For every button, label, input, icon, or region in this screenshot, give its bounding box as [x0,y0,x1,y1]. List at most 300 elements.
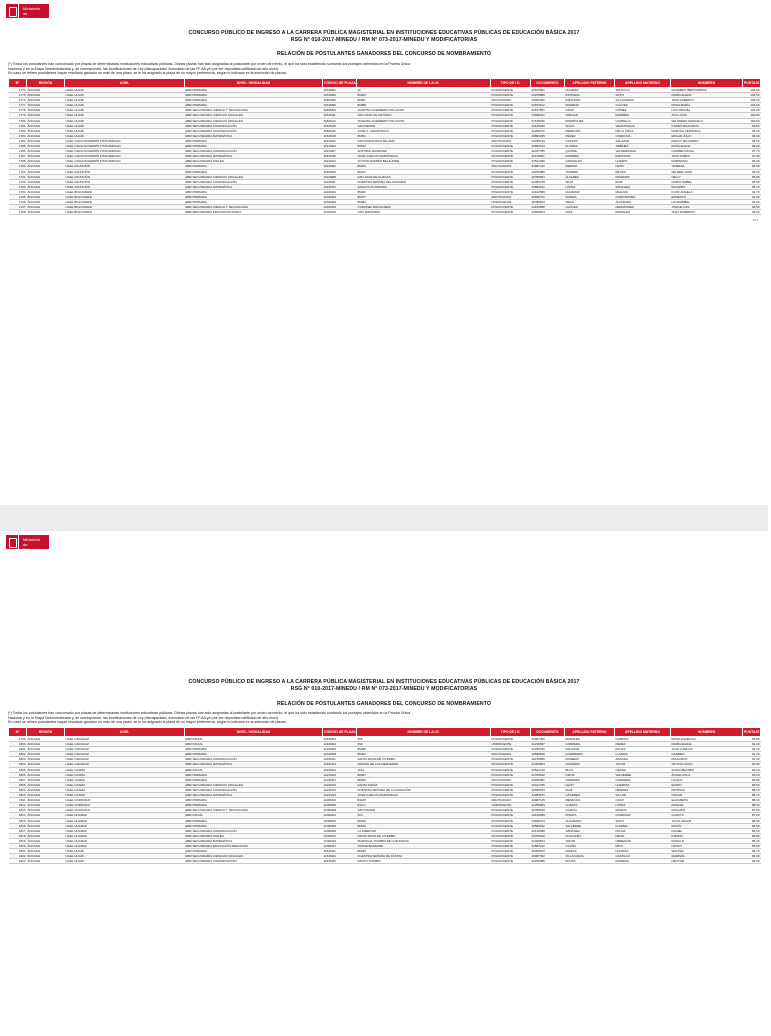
table-cell: 423 [357,813,491,818]
table-cell: POLIDOCENTE [491,828,531,833]
table-cell: POLIDOCENTE [491,833,531,838]
table-cell: ORTIZ [565,772,615,777]
table-cell: 44521478 [531,767,565,772]
doc-section-title: RELACIÓN DE POSTULANTES GANADORES DEL CONCURSO DE NOMBRAMIENTO [276,51,492,57]
table-cell: 104.50 [743,93,761,98]
table-cell: PAREDES [565,777,615,782]
table-cell: 96.50 [743,164,761,169]
table-cell: RÍOS [615,843,671,848]
table-cell: 1210M01 [323,737,357,742]
table-cell: 1154M03 [323,93,357,98]
table-cell: 89.10 [743,787,761,792]
peru-shield-icon [6,4,18,18]
note-line: Nacional y en la Etapa Descentralizada y, de corresponder, las bonificaciones de Ley (discapacidad, licenciado de las FF.AA y/o por ser deportista calificado de alto nivel). [8,715,279,720]
table-cell: UGEL HUARI [65,123,185,128]
page-separator [0,505,768,531]
column-header: NOMBRES [671,79,743,88]
table-cell: 90.60 [743,767,761,772]
table-cell: JOSÉ CARLOS MARIÁTEGUI [357,154,491,159]
column-header: NOMBRE DE LA I.E. [357,728,491,737]
table-cell: NANCY [671,843,743,848]
logo-line2: de Educación [23,11,42,21]
table-cell: 1194M08 [323,174,357,179]
table-cell: 1810 [9,793,27,798]
table-cell: 1191M12 [323,159,357,164]
table-cell: 42789630 [531,808,565,813]
column-header: N° [9,728,27,737]
table-cell: 1194M05 [323,169,357,174]
table-cell: 1191M07 [323,149,357,154]
table-cell: EBR SECUNDARIA MATEMÁTICA [185,838,323,843]
table-cell: ANTONIO RAIMONDI [357,149,491,154]
table-cell: POLIDOCENTE [491,128,531,133]
table-cell: EBR PRIMARIA [185,103,323,108]
table-cell: 44369871 [531,793,565,798]
table-cell: RIVERA [565,194,615,199]
table-cell: EBR INICIAL [185,813,323,818]
table-cell: MENDOZA [565,128,615,133]
table-cell: 1240M17 [323,843,357,848]
table-cell: 1821 [9,849,27,854]
note-line: (*) Todos los postulantes han concursado por plazas de determinadas instituciones educativas públicas. Dichas plazas han sido asignadas al postulante por orden de mérito, el que ha sido establecido sumando los puntajes obtenidos en la Prueba Única [8,711,411,715]
table-cell: 1180M16 [323,128,357,133]
table-cell: 90.20 [743,772,761,777]
table-cell: ÁNCASH [27,194,65,199]
table-cell: MARÍA ELENA [671,742,743,747]
table-cell: FLOR ÁNGELA [671,189,743,194]
table-cell: POLIDOCENTE [491,823,531,828]
table-cell: 43569874 [531,210,565,215]
table-cell: EBR SECUNDARIA COMUNICACIÓN [185,757,323,762]
table-cell: POLIDOCENTE [491,747,531,752]
table-cell: VÍCTOR HUGO [671,762,743,767]
table-cell: LEÓN [565,782,615,787]
table-cell: 42987456 [531,737,565,742]
document-page-2 [0,531,771,1036]
table-cell: JUAN PABLO [671,154,743,159]
table-cell: ÁNCASH [27,813,65,818]
table-cell: 44789632 [531,833,565,838]
table-cell: ÁNCASH [27,833,65,838]
table-cell: OCAÑA [565,843,615,848]
table-cell: MULTIGRADO [491,164,531,169]
table-cell: POLIDOCENTE [491,767,531,772]
table-cell: POLIDOCENTE [491,103,531,108]
table-cell: 87.60 [743,808,761,813]
table-cell: EBR PRIMARIA [185,169,323,174]
table-cell: 93.20 [743,210,761,215]
table-cell: MULTIGRADO [491,798,531,803]
table-cell: 41578236 [531,118,565,123]
table-cell: EBR SECUNDARIA CIENCIA Y TECNOLOGÍA [185,108,323,113]
table-cell: RAMÍREZ [565,154,615,159]
table-cell: UGEL HUARI [65,88,185,93]
table-cell: UGEL CASMA [65,772,185,777]
table-cell: GARCÍA [565,808,615,813]
note-line: (*) Todos los postulantes han concursado por plazas de determinadas instituciones educativas públicas. Dichas plazas han sido asignadas al postulante por orden de mérito, el que ha sido establecido sumando los puntajes obtenidos en la Prueba Única [8,62,411,66]
document-page-1 [0,0,771,505]
column-header: UGEL [65,79,185,88]
table-cell: CÓRDOVA [615,133,671,138]
column-header: APELLIDO PATERNO [565,79,615,88]
table-cell: WILMER JUAN [671,169,743,174]
table-cell: RUIZ [565,787,615,792]
table-cell: EBR SECUNDARIA MATEMÁTICA [185,154,323,159]
table-cell: EBR SECUNDARIA EDUCACIÓN FÍSICA [185,210,323,215]
table-cell: PÉREZ [565,133,615,138]
table-cell: SOTO [615,93,671,98]
table-cell: 86362 [357,189,491,194]
table-cell: ÁNCASH [27,798,65,803]
table-cell: 40589632 [531,823,565,828]
table-cell: POLIDOCENTE [491,757,531,762]
table-cell: ROSA ANGÉLICA [671,737,743,742]
table-cell: POLIDOCENTE [491,154,531,159]
column-header: APELLIDO MATERNO [615,728,671,737]
table-cell: UGEL ASUNCIÓN [65,164,185,169]
table-cell: 40517851 [531,108,565,113]
table-cell: EBR SECUNDARIA CIENCIA Y TECNOLOGÍA [185,808,323,813]
table-cell: UGEL CARLOS FERMÍN FITZCARRALD [65,138,185,143]
table-cell: 98.20 [743,144,761,149]
table-cell: SÁNCHEZ [615,184,671,189]
table-cell: GLADYS [671,813,743,818]
table-cell: MANUEL [671,803,743,808]
table-cell: CÓRDOVA [615,813,671,818]
table-cell: SAN JUAN DE CHACAS [357,174,491,179]
table-cell: SÁNCHEZ [565,828,615,833]
table-cell: 40698523 [531,787,565,792]
table-cell: MARTHA VERÓNICA [671,128,743,133]
table-cell: UGEL BOLOGNESI [65,189,185,194]
table-cell: 1194M11 [323,179,357,184]
table-cell: 1154M05 [323,103,357,108]
table-cell: MARISOL [671,854,743,859]
table-cell: 1191M01 [323,138,357,143]
table-cell: AMAUTA ATUSPARIA [357,184,491,189]
table-cell: 369 [357,742,491,747]
table-cell: UGEL ASUNCIÓN [65,169,185,174]
table-cell: PERCY WILFREDO [671,138,743,143]
table-cell: ÁNCASH [27,123,65,128]
table-cell: 40236985 [531,169,565,174]
table-cell: ELIZABETH [671,798,743,803]
table-cell: FLORES [615,823,671,828]
table-cell: 1221M10 [323,782,357,787]
table-cell: 85.80 [743,833,761,838]
column-header: APELLIDO MATERNO [615,79,671,88]
table-cell: EBR PRIMARIA [185,823,323,828]
table-cell: 86.90 [743,818,761,823]
table-cell: ALEX ROBERTO [671,210,743,215]
table-cell: 84117 [357,803,491,808]
table-cell: RAMÍREZ [615,113,671,118]
table-cell: CAMPOS [615,737,671,742]
table-cell: UGEL HUARI [65,859,185,864]
results-table [8,727,771,864]
table-cell: 43698014 [531,818,565,823]
table-cell: ÁNCASH [27,118,65,123]
table-cell: 99.40 [743,128,761,133]
table-cell: GAMARRA [615,777,671,782]
table-cell: 1191M04 [323,144,357,149]
table-cell: JORGE BASADRE [357,843,491,848]
table-cell: 1783 [9,133,27,138]
table-cell: 44521036 [531,159,565,164]
table-cell: 1780 [9,118,27,123]
table-cell: UGEL HUARI [65,113,185,118]
table-cell: 1201M06 [323,200,357,205]
table-cell: ÁNCASH [27,210,65,215]
table-cell: EBR SECUNDARIA INGLÉS [185,833,323,838]
table-cell: VICENTE GUERRERO PALACIOS [357,108,491,113]
table-cell: UGEL CARHUAZ [65,752,185,757]
table-cell: 96.90 [743,159,761,164]
table-cell: LILIANA [671,777,743,782]
table-cell: ÁNCASH [27,752,65,757]
table-cell: UGEL CARLOS FERMÍN FITZCARRALD [65,159,185,164]
table-cell: 43987412 [531,164,565,169]
table-cell: VIRGEN DE LAS MERCEDES [357,762,491,767]
table-cell: 86203 [357,164,491,169]
table-cell: LEÓN [615,164,671,169]
column-header: APELLIDO PATERNO [565,728,615,737]
table-cell: ÁNCASH [27,849,65,854]
table-cell: UGEL CORONGO [65,803,185,808]
table-cell: 1201M09 [323,205,357,210]
table-cell: MORALES [565,737,615,742]
logo-line1: Ministerio [23,537,41,542]
table-cell: EBR SECUNDARIA INGLÉS [185,159,323,164]
table-cell: 43698520 [531,752,565,757]
table-cell: 86.50 [743,823,761,828]
table-cell: ÁNCASH [27,98,65,103]
table-cell: POLIDOCENTE [491,184,531,189]
table-cell: ÁNCASH [27,777,65,782]
table-cell: EBR SECUNDARIA MATEMÁTICA [185,133,323,138]
table-cell: RUIZ [615,179,671,184]
table-cell: 100.80 [743,113,761,118]
table-cell: ÁNCASH [27,189,65,194]
table-cell: 42298741 [531,128,565,133]
table-cell: ÁNCASH [27,772,65,777]
table-cell: 41236587 [531,742,565,747]
table-cell: 12 [357,88,491,93]
table-cell: LÓPEZ [565,184,615,189]
table-cell: 1201M12 [323,210,357,215]
table-cell: CÁCERES [565,793,615,798]
table-cell: 1812 [9,803,27,808]
table-cell: 93.50 [743,205,761,210]
table-cell: 41258963 [531,803,565,808]
table-cell: 1221M15 [323,793,357,798]
table-cell: SONIA BEATRIZ [671,767,743,772]
table-cell: 102.60 [743,103,761,108]
table-cell: 40789523 [531,200,565,205]
table-cell: CARMEN ROSA [671,149,743,154]
table-cell: ÁNCASH [27,808,65,813]
table-cell: EBR PRIMARIA [185,818,323,823]
table-cell: ÁNCASH [27,93,65,98]
table-cell: 1808 [9,782,27,787]
table-cell: 1779 [9,113,27,118]
table-cell: EBR PRIMARIA [185,849,323,854]
table-cell: UGEL CORONGO [65,798,185,803]
table-cell: 1809 [9,787,27,792]
table-cell: QUISPE [565,149,615,154]
table-cell: 1240M01 [323,813,357,818]
table-cell: UGEL CARLOS FERMÍN FITZCARRALD [65,149,185,154]
table-cell: TRUJILLO [615,88,671,93]
table-cell: DÍAZ [565,210,615,215]
table-cell: 42369870 [531,849,565,854]
table-cell: UNIDOCENTE [491,803,531,808]
table-cell: UNIDOCENTE [491,742,531,747]
table-cell: ÁNCASH [27,164,65,169]
table-cell: 1784 [9,138,27,143]
table-cell: 42014785 [531,782,565,787]
table-cell: UGEL CARHUAZ [65,747,185,752]
column-header: TIPO DE I.E. [491,728,531,737]
table-cell: 1230M02 [323,798,357,803]
table-cell: 91.30 [743,757,761,762]
table-cell: 86051 [357,133,491,138]
table-cell: 1801 [9,747,27,752]
minedu-logo [6,4,49,21]
table-cell: SOLÍS [565,123,615,128]
table-cell: NUESTRA SEÑORA DE LA ASUNCIÓN [357,787,491,792]
column-header: CÓDIGO DE PLAZA [323,79,357,88]
table-cell: JULIO CÉSAR [671,818,743,823]
table-cell: ÁNCASH [27,828,65,833]
table-cell: ÁNCASH [27,184,65,189]
results-table [8,78,771,215]
table-cell: 99.80 [743,123,761,128]
table-cell: 44785236 [531,747,565,752]
table-cell: UGEL HUARI [65,98,185,103]
table-cell: 90.90 [743,762,761,767]
table-cell: HUAMÁN [615,849,671,854]
table-cell: ROJAS [615,747,671,752]
notes [8,62,760,76]
table-cell: EBR SECUNDARIA COMUNICACIÓN [185,859,323,864]
table-cell: ÁNCASH [27,762,65,767]
table-cell: 1221M01 [323,767,357,772]
table-cell: POLIDOCENTE [491,849,531,854]
table-cell: ÁNCASH [27,823,65,828]
table-cell: POLIDOCENTE [491,174,531,179]
table-cell: 42165891 [531,88,565,93]
table-cell: UGEL ASUNCIÓN [65,179,185,184]
table-cell: KAREN MILAGROS [671,123,743,128]
table-cell: EBR INICIAL [185,737,323,742]
table-cell: POLIDOCENTE [491,787,531,792]
table-cell: 1782 [9,128,27,133]
table-cell: UGEL BOLOGNESI [65,200,185,205]
table-cell: 1788 [9,159,27,164]
table-cell: 1194M13 [323,184,357,189]
table-cell: EBR INICIAL [185,742,323,747]
table-cell: POLIDOCENTE [491,818,531,823]
table-cell: ÁNCASH [27,138,65,143]
table-cell: ROCÍO [671,823,743,828]
table-cell: 88.30 [743,798,761,803]
table-cell: 1180M02 [323,98,357,103]
table-cell: 1240M04 [323,818,357,823]
table-cell: 1792 [9,179,27,184]
table-cell: EBR PRIMARIA [185,98,323,103]
table-cell: 86063 [357,93,491,98]
table-cell: FERNÁNDEZ [615,205,671,210]
doc-subtitle: RSG N° 010-2017-MINEDU / RM N° 073-2017-MINEDU Y MODIFICATORIAS [290,37,478,43]
table-cell: ÁNCASH [27,737,65,742]
table-cell: EBR PRIMARIA [185,88,323,93]
table-cell: EBR SECUNDARIA CIENCIA Y TECNOLOGÍA [185,205,323,210]
table-cell: EBR SECUNDARIA CIENCIAS SOCIALES [185,113,323,118]
table-cell: 42369854 [531,762,565,767]
table-cell: UGEL CASMA [65,793,185,798]
table-cell: CORONEL BOLOGNESI [357,205,491,210]
table-cell: MULTIGRADO [491,138,531,143]
table-cell: 95.80 [743,174,761,179]
table-cell: JUAN CARLOS [671,747,743,752]
table-cell: 105.90 [743,88,761,93]
table-cell: EBR SECUNDARIA CIENCIAS SOCIALES [185,782,323,787]
table-cell: UGEL HUARI [65,133,185,138]
table-cell: 1614 [357,767,491,772]
table-cell: ÁNCASH [27,200,65,205]
table-cell: POLIDOCENTE [491,838,531,843]
table-cell: 43587412 [531,843,565,848]
table-cell: EBR SECUNDARIA COMUNICACIÓN [185,828,323,833]
table-cell: POLIDOCENTE [491,88,531,93]
table-cell: 97.70 [743,149,761,154]
table-cell: 1778 [9,108,27,113]
table-cell: 1804 [9,762,27,767]
table-cell: 1819 [9,838,27,843]
table-cell: RAMOS [615,808,671,813]
table-cell: ROMERO [565,757,615,762]
table-cell: POLIDOCENTE [491,159,531,164]
table-cell: VALDERRAMA [615,149,671,154]
table-cell: ROSA MARÍA [671,103,743,108]
table-cell: 40987452 [531,854,565,859]
table-cell: EBR PRIMARIA [185,164,323,169]
table-cell: 1154M15 [323,123,357,128]
table-cell: 103.10 [743,98,761,103]
table-cell: MARISCAL TORIBIO DE LUZURIAGA [357,838,491,843]
table-cell: SALAZAR [565,747,615,752]
table-cell: 1221M07 [323,777,357,782]
table-cell: 86507 [357,98,491,103]
table-cell: ÁNCASH [27,159,65,164]
table-cell: 95.10 [743,184,761,189]
table-cell: ALVARADO [565,818,615,823]
table-cell: ÁNCASH [27,108,65,113]
column-header: REGIÓN [27,79,65,88]
table-cell: ÁNCASH [27,854,65,859]
table-cell: ERNESTO [671,194,743,199]
table-cell: MORENO [615,859,671,864]
table-cell: 88.70 [743,793,761,798]
table-cell: 94.30 [743,194,761,199]
table-cell: VARGAS [565,113,615,118]
table-cell: RICARDO [671,184,743,189]
table-cell: UGEL HUARI [65,849,185,854]
table-cell: SOTO [615,818,671,823]
table-cell: 1813 [9,808,27,813]
table-cell: ÁNCASH [27,88,65,93]
